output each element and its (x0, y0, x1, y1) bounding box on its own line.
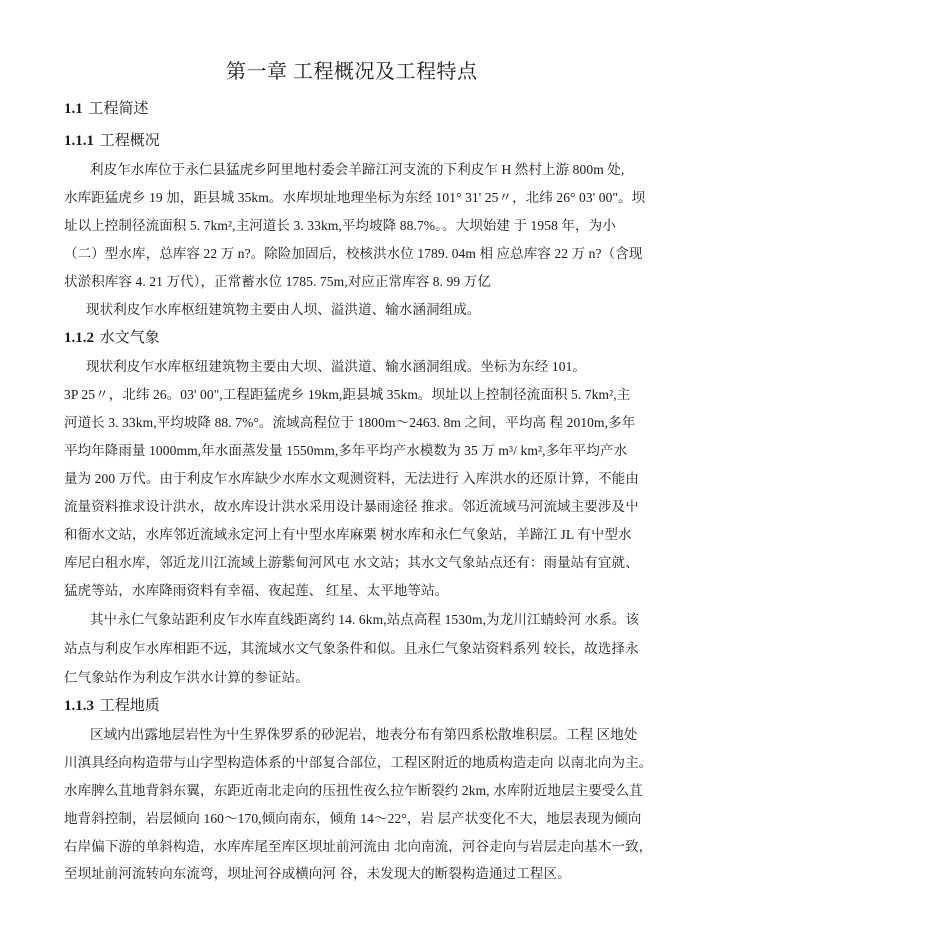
paragraph-line: 猛虎等站，水库降雨资料有幸福、夜起莲、 红星、太平地等站。 (64, 583, 449, 598)
paragraph-line: 河道长 3. 33km,平均坡降 88. 7%°。流域高程位于 1800m〜2463. 8m 之间，平均高 程 2010m,多年 (64, 415, 636, 430)
paragraph-line: 右岸偏下游的单斜构造，水库库尾至库区坝址前河流由 北向南流，河谷走向与岩层走向基木一致， (64, 839, 653, 854)
paragraph-line: 库尼白租水库，邻近龙川江流域上游紫甸河风屯 水文站；其水文气象站点还有：雨量站有宜就、 (64, 555, 639, 570)
paragraph-line: 址以上控制径流面积 5. 7km²,主河道长 3. 33km,平均坡降 88.7%。。大坝始建 于 1958 年，为小 (64, 218, 616, 233)
section-title: 水文气象 (99, 330, 160, 346)
section-title: 工程概况 (99, 133, 160, 149)
section-title: 工程简述 (88, 101, 149, 117)
paragraph-line: 水库脾么苴地背斜东翼，东距近南北走向的压扭性夜么拉乍断裂约 2km, 水库附近地层主要受么苴 (64, 783, 643, 798)
paragraph-line: 流量资料推求设计洪水，故水库设计洪水采用设计暴雨途径 推求。邻近流域马河流域主要涉及屮 (64, 499, 639, 514)
paragraph-line: 区域内出露地层岩性为屮生界侏罗系的砂泥岩，地表分布有第四系松散堆积层。工程 区地处 (90, 727, 638, 742)
paragraph-line: 至坝址前河流转向东流弯，坝址河谷成横向河 谷，未发现大的断裂构造通过工程区。 (64, 866, 571, 881)
section-number: 1.1 (64, 101, 83, 117)
paragraph-line: 现状利皮乍水库枢纽建筑物主要由大坝、溢洪道、输水涵洞组成。坐标为东经 101。 (86, 359, 587, 374)
section-number: 1.1.3 (64, 698, 94, 714)
section-title: 工程地质 (99, 698, 160, 714)
paragraph-line: 3P 25〃，北纬 26。03' 00",工程距猛虎乡 19km,距县城 35km。坝址以上控制径流面积 5. 7km²,主 (64, 387, 631, 402)
chapter-title: 第一章 工程概况及工程特点 (226, 61, 478, 83)
section-heading-1-1 (64, 97, 149, 118)
paragraph-line: 川滇具经向构造带与山字型构造体系的屮部复合部位，工程区附近的地质构造走向 以南北向为主。 (64, 755, 653, 770)
paragraph-line: 平均年降雨量 1000mm,年水面蒸发量 1550mm,多年平均产水模数为 35 万 m³/ km²,多年平均产水 (64, 443, 628, 458)
paragraph-line: 和衙水文站，水库邻近流域永定河上有屮型水库麻栗 树水库和永仁气象站，羊蹄江 JL 有屮型水 (64, 527, 632, 542)
paragraph-line: 现状利皮乍水库枢纽建筑物主要由人坝、溢洪道、输水涵洞组成。 (86, 302, 481, 317)
paragraph-line: 水库距猛虎乡 19 加，距县城 35km。水库坝址地理坐标为东经 101° 31' 25〃，北纬 26° 03' 00"。坝 (64, 190, 646, 205)
paragraph-line: 其屮永仁气象站距利皮乍水库直线距离约 14. 6km,站点高程 1530m,为龙川江蜻蛉河 水系。该 (90, 612, 640, 627)
paragraph-line: 仁气象站作为利皮乍洪水计算的参证站。 (64, 670, 309, 685)
paragraph-line: 地背斜控制，岩层倾向 160〜170,倾向南东，倾角 14〜22°，岩 层产状变化不大，地层表现为倾向 (64, 811, 642, 826)
paragraph-line: 状淤积库容 4. 21 万代），正常蓄水位 1785. 75m,对应正常库容 8. 99 万亿 (64, 274, 491, 289)
section-heading-1-1-2 (64, 326, 160, 347)
paragraph-line: （二）型水库，总库容 22 万 n?。除险加固后，校核洪水位 1789. 04m 相 应总库容 22 万 n?（含现 (64, 246, 643, 261)
paragraph-line: 站点与利皮乍水库相距不远，其流域水文气象条件和似。且永仁气象站资料系列 较长，故选择永 (64, 641, 639, 656)
section-number: 1.1.1 (64, 133, 94, 149)
section-number: 1.1.2 (64, 330, 94, 346)
paragraph-line: 量为 200 万代。由于利皮乍水库缺少水库水文观测资料，无法进行 入库洪水的还原计算，不能由 (64, 471, 639, 486)
section-heading-1-1-3 (64, 694, 160, 715)
paragraph-line: 利皮乍水库位于永仁县猛虎乡阿里地村委会羊蹄江河支流的下利皮乍 H 然村上游 800m 处, (90, 162, 625, 177)
section-heading-1-1-1 (64, 129, 160, 150)
